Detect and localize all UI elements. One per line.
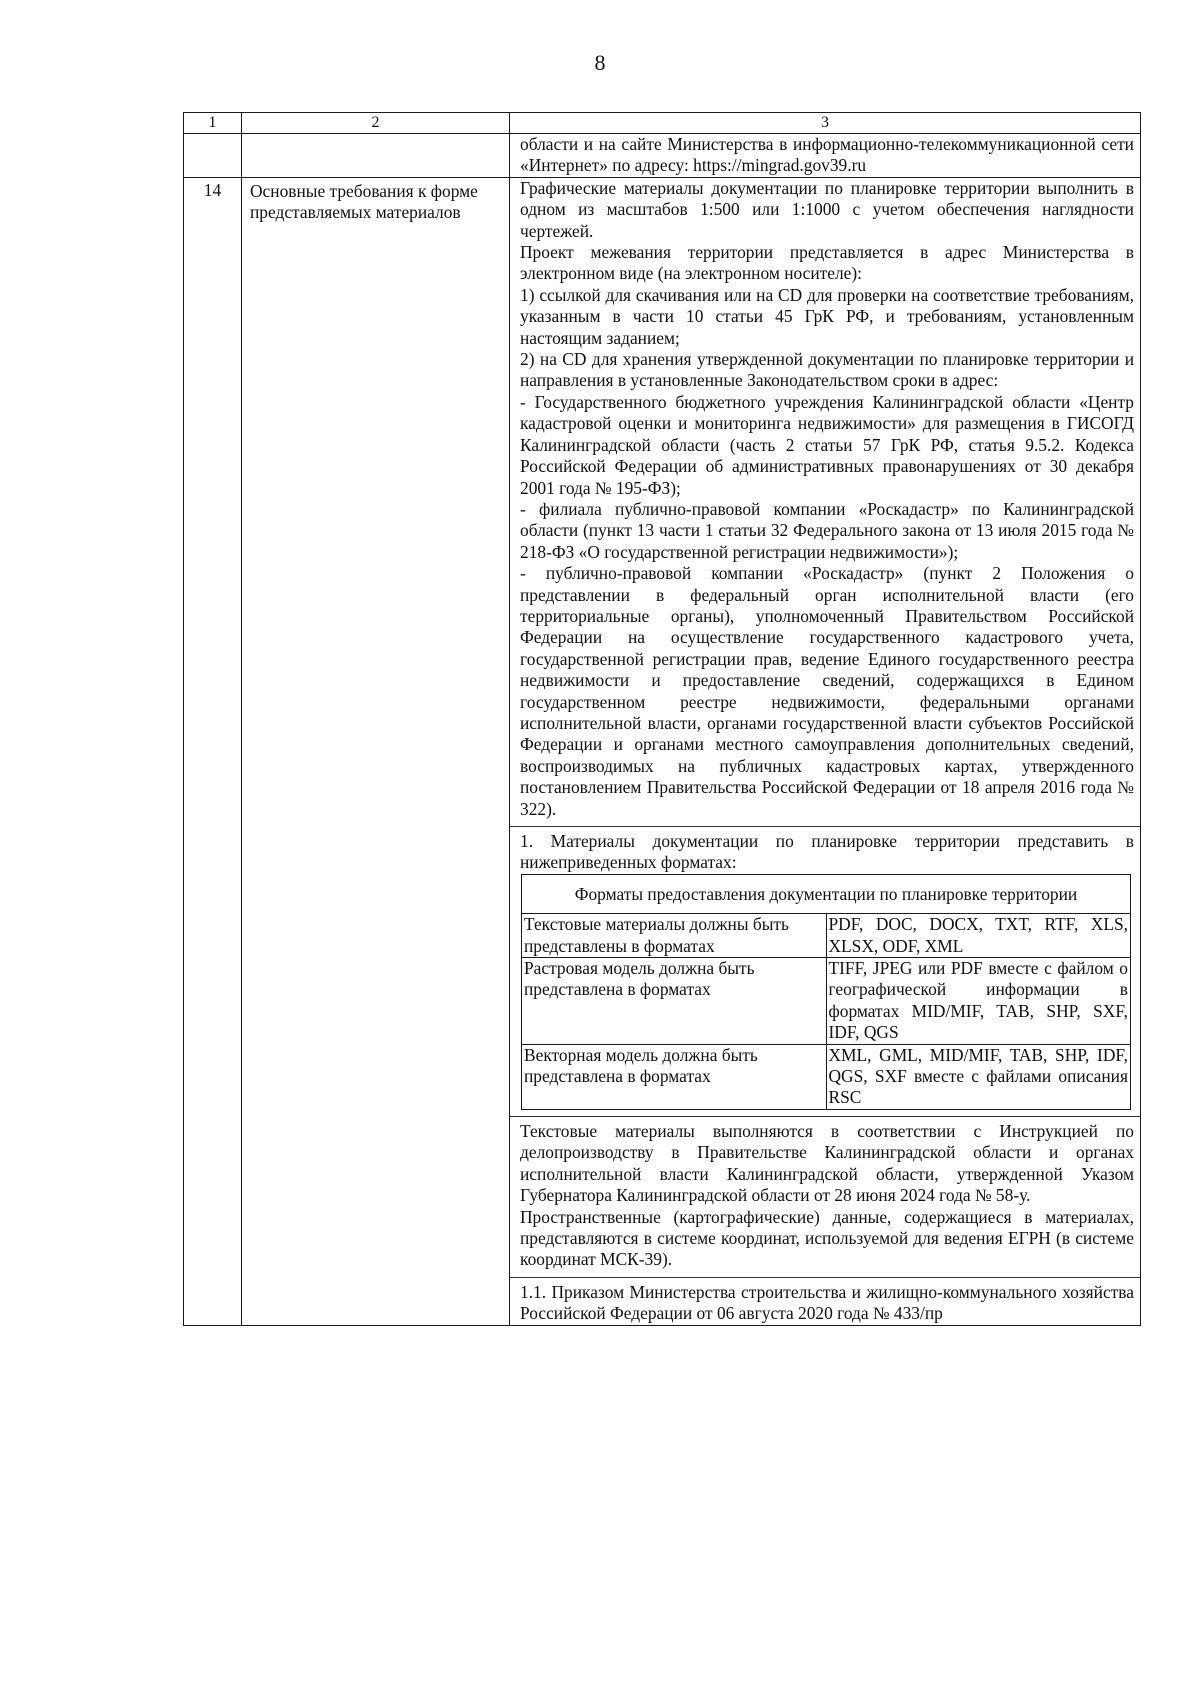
formats-table-title: Форматы предоставления документации по планировке территории <box>522 874 1131 913</box>
formats-table <box>521 874 1131 1110</box>
continuation-text: области и на сайте Министерства в информационно-телекоммуникационной сети «Интернет» по адресу: https://mingrad.gov39.ru <box>520 134 1134 176</box>
requirements-table <box>183 112 1141 1326</box>
table-header-row <box>184 113 1141 134</box>
format-label: Растровая модель должна быть представлена в форматах <box>522 958 827 1045</box>
paragraph: Проект межевания территории представляется в адрес Министерства в электронном виде (на электронном носителе): <box>520 242 1134 284</box>
format-value: TIFF, JPEG или PDF вместе с файлом о географической информации в форматах MID/MIF, TAB, SHP, SXF, IDF, QGS <box>826 958 1131 1045</box>
column-header-2: 2 <box>242 113 510 134</box>
formats-intro: 1. Материалы документации по планировке территории представить в нижеприведенных форматах: <box>520 831 1134 873</box>
order-section <box>510 1277 1140 1325</box>
last-paragraph: 1.1. Приказом Министерства строительства и жилищно-коммунального хозяйства Российской Федерации от 06 августа 2020 года № 433/пр <box>520 1281 1134 1324</box>
paragraph: Пространственные (картографические) данные, содержащиеся в материалах, представляются в системе координат, используемой для ведения ЕГРН (в системе координат МСК-39). <box>520 1206 1134 1270</box>
after-formats-section <box>510 1116 1140 1271</box>
paragraph: - филиала публично-правовой компании «Роскадастр» по Калининградской области (пункт 13 части 1 статьи 32 Федерального закона от 13 июля 2015 года № 218-ФЗ «О государственной регистрации недвижимости»); <box>520 498 1134 562</box>
paragraph: Графические материалы документации по планировке территории выполнить в одном из масштабов 1:500 или 1:1000 с учетом обеспечения наглядности чертежей. <box>520 177 1134 241</box>
requirement-name: Основные требования к форме представляемых материалов <box>242 177 510 1325</box>
formats-row <box>522 958 1131 1045</box>
page-number: 8 <box>594 50 606 75</box>
continuation-row <box>184 134 1141 178</box>
paragraph: Текстовые материалы выполняются в соответствии с Инструкцией по делопроизводству в Правительстве Калининградской области и органах исполнительной власти Калининградской области, утвержденной Указом Губернатора Калининградской области от 28 июня 2024 года № 58-у. <box>520 1120 1134 1206</box>
paragraph: - публично-правовой компании «Роскадастр» (пункт 2 Положения о представлении в федеральный орган исполнительной власти (его территориальные органы), уполномоченный Правительством Российской Федерации на осуществление государственного кадастрового учета, государственной регистрации прав, ведение Единого государственного реестра недвижимости и предоставление сведений, содержащихся в Едином государственном реестре недвижимости, федеральными органами исполнительной власти, органами государственной власти субъектов Российской Федерации и органами местного самоуправления дополнительных сведений, воспроизводимых на публичных кадастровых картах, утвержденного постановлением Правительства Российской Федерации от 18 апреля 2016 года № 322). <box>520 563 1134 819</box>
requirement-content <box>510 177 1141 1325</box>
table-row <box>184 177 1141 1325</box>
column-header-3: 3 <box>510 113 1141 134</box>
formats-row <box>522 914 1131 958</box>
column-header-1: 1 <box>184 113 242 134</box>
format-label: Текстовые материалы должны быть представлены в форматах <box>522 914 827 958</box>
format-value: PDF, DOC, DOCX, TXT, RTF, XLS, XLSX, ODF, XML <box>826 914 1131 958</box>
paragraph: 2) на CD для хранения утвержденной документации по планировке территории и направления в установленные Законодательством сроки в адрес: <box>520 349 1134 391</box>
row-number: 14 <box>184 177 242 1325</box>
paragraph: - Государственного бюджетного учреждения Калининградской области «Центр кадастровой оценки и мониторинга недвижимости» для размещения в ГИСОГД Калининградской области (часть 2 статьи 57 ГрК РФ, статья 9.5.2. Кодекса Российской Федерации об административных правонарушениях от 30 декабря 2001 года № 195-ФЗ); <box>520 391 1134 498</box>
formats-row <box>522 1044 1131 1109</box>
formats-section <box>510 826 1140 1110</box>
paragraph: 1) ссылкой для скачивания или на CD для проверки на соответствие требованиям, указанным в части 10 статьи 45 ГрК РФ, и требованиям, установленным настоящим заданием; <box>520 284 1134 348</box>
format-label: Векторная модель должна быть представлена в форматах <box>522 1044 827 1109</box>
format-value: XML, GML, MID/MIF, TAB, SHP, IDF, QGS, SXF вместе с файлами описания RSC <box>826 1044 1131 1109</box>
